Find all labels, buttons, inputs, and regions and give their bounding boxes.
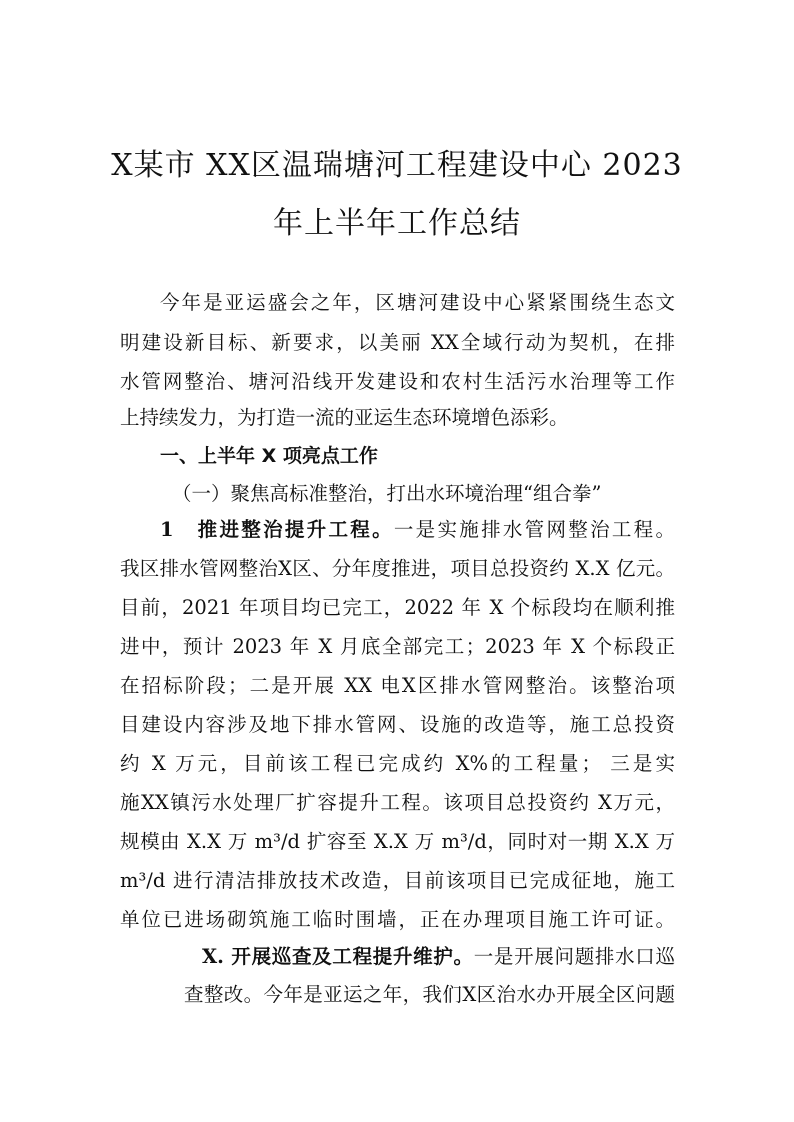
intro-line: 上持续发力，为打造一流的亚运生态环境增色添彩。 <box>120 406 569 429</box>
item-1-line: 在招标阶段；二是开展 XX 电X区排水管网整治。该整治项 <box>120 674 675 697</box>
item-1-line: 进中，预计 2023 年 X 月底全部完工；2023 年 X 个标段正 <box>120 635 675 658</box>
item-1-line: 规模由 X.X 万 m³/d 扩容至 X.X 万 m³/d，同时对一期 X.X 万 <box>120 830 675 853</box>
item-1-text: 一是实施排水管网整治工程。 <box>393 518 675 541</box>
intro-line: 明建设新目标、新要求，以美丽 XX全域行动为契机，在排 <box>120 331 675 354</box>
item-1-line: 目建设内容涉及地下排水管网、设施的改造等，施工总投资 <box>120 713 675 736</box>
item-1-line: 目前，2021 年项目均已完工，2022 年 X 个标段均在顺利推 <box>120 596 675 619</box>
item-1-line: 单位已进场砌筑施工临时围墙，正在办理项目施工许可证。 <box>120 908 675 931</box>
document-title-line-2: 年上半年工作总结 <box>273 206 521 241</box>
intro-line: 水管网整治、塘河沿线开发建设和农村生活污水治理等工作 <box>120 370 675 393</box>
intro-line: 今年是亚运盛会之年，区塘河建设中心紧紧围绕生态文 <box>160 291 675 314</box>
item-1-line: 施XX镇污水处理厂扩容提升工程。该项目总投资约 X万元， <box>120 791 675 814</box>
document-title-line-1: X某市 XX区温瑞塘河工程建设中心 2023 <box>111 148 683 183</box>
item-1-line: 我区排水管网整治X区、分年度推进，项目总投资约 X.X 亿元。 <box>120 557 675 580</box>
item-1-label: 1 推进整治提升工程。 <box>160 518 394 541</box>
item-2-line: 查整改。今年是亚运之年，我们X区治水办开展全区问题 <box>184 983 675 1006</box>
item-1-line: m³/d 进行清洁排放技术改造，目前该项目已完成征地，施工 <box>120 869 675 892</box>
item-2-text: 一是开展问题排水口巡 <box>473 945 675 968</box>
item-1-line: 约 X 万元，目前该工程已完成约 X%的工程量； 三是实 <box>120 752 675 775</box>
subsection-heading: （一）聚焦高标准整治，打出水环境治理“组合拳” <box>172 482 602 505</box>
item-2-label: X. 开展巡查及工程提升维护。 <box>202 945 474 968</box>
section-heading: 一、上半年 X 项亮点工作 <box>160 445 378 467</box>
item-1-first-line <box>160 518 675 542</box>
item-2-first-line <box>202 945 675 969</box>
